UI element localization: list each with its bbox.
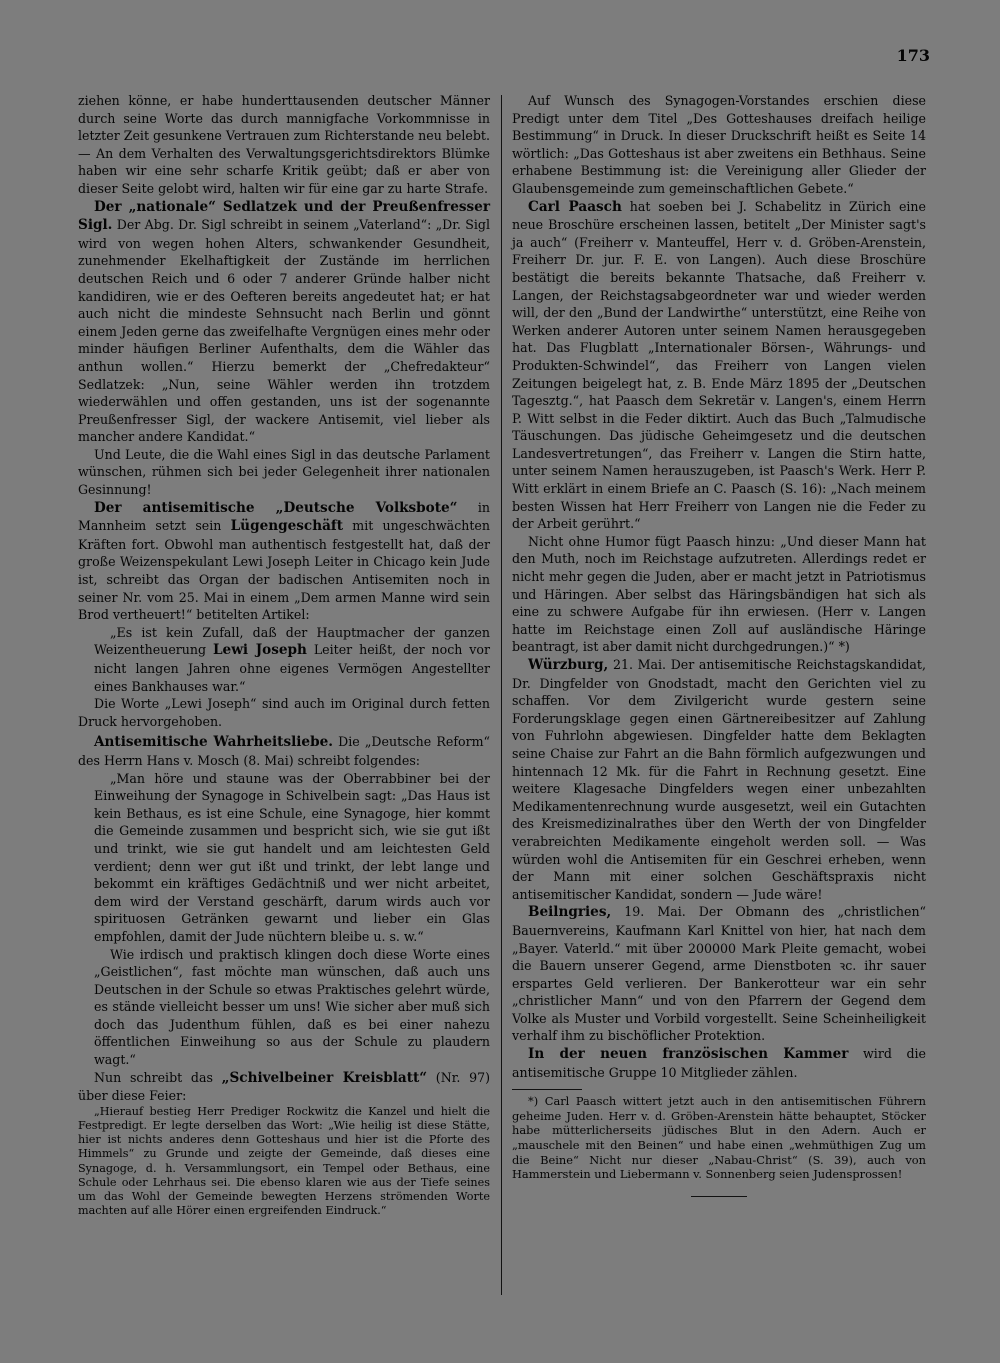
article-wuerzburg-body: 21. Mai. Der antisemitische Reichstagskandidat, Dr. Dingfelder von Gnodstadt, macht den Gerichten viel zu schaffen. Vor dem Zivilgericht wurde gestern seine Forderungsklage gegen einen Gärtnereibesitzer auf Zahlung von Fuhrlohn abgewiesen. Dingfelder hatte dem Beklagten seine Chaise zur Fahrt an die Bahn förmlich aufgezwungen und hintennach 12 Mk. für die Fahrt in Rechnung gesetzt. Eine weitere Klagesache Dingfelders wegen einer unbezahlten Medikamentenrechnung wurde ausgesetzt, weil ein Gutachten des Kreismedizinalrathes über den Werth der von Dingfelder verabreichten Medikamente eingeholt werden soll. — Was würden wohl die Antisemiten für ein Geschrei erheben, wenn der Mann mit einer solchen Geschäftspraxis nicht antisemitischer Kandidat, sondern — Jude wäre! (512, 657, 926, 902)
article-beilngries (512, 903, 926, 1045)
article-sigl-paragraph-2: Und Leute, die die Wahl eines Sigl in das deutsche Parlament wünschen, rühmen sich bei jeder Gelegenheit ihrer nationalen Gesinnung! (78, 446, 490, 498)
article-volksbote (78, 499, 490, 624)
article-volksbote-quote (78, 624, 490, 695)
article-wuerzburg (512, 656, 926, 903)
right-column (512, 92, 926, 1197)
article-beilngries-body: 19. Mai. Der Obmann des „christlichen“ Bauernvereins, Kaufmann Karl Knittel von hier, hat nach dem „Bayer. Vaterld.“ mit über 200000 Mark Pleite gemacht, wobei die Bauern unserer Gegend, arme Dienstboten ꝛc. ihr sauer erspartes Geld verlieren. Der Bankerotteur war ein sehr „christlicher Mann“ und von den Pfarrern der Gegend dem Volke als Muster und Vorbild vorgestellt. Seine Scheinheiligkeit verhalf ihm zu bischöflicher Protektion. (512, 904, 926, 1044)
end-mark (691, 1196, 747, 1197)
article-paasch-body: hat soeben bei J. Schabelitz in Zürich eine neue Broschüre erscheinen lassen, betitelt „Der Minister sagt's ja auch“ (Freiherr v. Manteuffel, Herr v. d. Gröben-Arenstein, Freiherr Dr. jur. F. E. von Langen). Auch diese Broschüre bestätigt die bereits bekannte Thatsache, daß Freiherr v. Langen, der Reichstagsabgeordneter war und wieder werden will, der den „Bund der Landwirthe“ unterstützt, eine Reihe von Werken anderer Autoren unter seinem Namen herausgegeben hat. Das Flugblatt „Internationaler Börsen-, Währungs- und Produkten-Schwindel“, das Freiherr von Langen vielen Zeitungen beigelegt hat, z. B. Ende März 1895 der „Deutschen Tagesztg.“, hat Paasch dem Sekretär v. Langen's, einem Herrn P. Witt selbst in die Feder diktirt. Auch das Buch „Talmudische Täuschungen. Das jüdische Geheimgesetz und die deutschen Landesvertretungen“, das Freiherr v. Langen die Stirn hatte, unter seinem Namen herauszugeben, ist Paasch's Werk. Herr P. Witt erklärt in einem Briefe an C. Paasch (S. 16): „Nach meinem besten Wissen hat Herr Freiherr von Langen nie die Feder zu der Arbeit gerührt.“ (512, 198, 926, 532)
article-volksbote-body-a: in Mannheim setzt sein (78, 499, 490, 534)
wahrheitsliebe-paragraph-3 (78, 1069, 490, 1105)
quote-part-b: Leiter heißt, der noch vor nicht langen Jahren ohne eigenes Vermögen Angestellter eines Bankhauses war.“ (94, 642, 490, 694)
article-wahrheitsliebe (78, 733, 490, 769)
article-paasch-paragraph-2: Nicht ohne Humor fügt Paasch hinzu: „Und dieser Mann hat den Muth, noch im Reichstage aufzutreten. Allerdings redet er nicht mehr gegen die Juden, aber er macht jetzt in Patriotismus und Häringen. Aber selbst das Häringsbändigen hat sich als eine zu schwere Aufgabe für ihn erwiesen. (Herr v. Langen hatte im Reichstage einen Zoll auf ausländische Häringe beantragt, ist aber damit nicht durchgedrungen.)“ *) (512, 533, 926, 655)
article-wahrheitsliebe-body: Die „Deutsche Reform“ des Herrn Hans v. Mosch (8. Mai) schreibt folgendes: (78, 734, 490, 768)
left-column (78, 92, 490, 1218)
article-sigl (78, 198, 490, 446)
footnote-separator (512, 1089, 582, 1090)
article-kammer-body: wird die antisemitische Gruppe 10 Mitglieder zählen. (512, 1046, 926, 1080)
kreisblatt-title: „Schivelbeiner Kreisblatt“ (221, 1069, 428, 1086)
article-volksbote-body-b: mit ungeschwächten Kräften fort. Obwohl man authentisch festgestellt hat, daß der große Weizenspekulant Lewi Joseph Leiter in Chicago kein Jude ist, schreibt das Organ der badischen Antisemiten noch in seiner Nr. vom 25. Mai in einem „Dem armen Manne wird sein Brod vertheuert!“ betitelten Artikel: (78, 518, 490, 623)
article-sigl-heading: Der „nationale“ Sedlatzek und der Preußenfresser Sigl. (78, 198, 490, 234)
wahrheitsliebe-quote-1: „Man höre und staune was der Oberrabbiner bei der Einweihung der Synagoge in Schivelbein sagt: „Das Haus ist kein Bethaus, es ist eine Schule, eine Synagoge, hier kommt die Gemeinde zusammen und bespricht sich, wie sie gut ißt und trinkt, wie sie gut handelt und am leichtesten Geld verdient; denn wer gut ißt und trinkt, der lebt lange und bekommt ein kräftiges Gedächtniß und wer nicht arbeitet, dem wird der Verstand geschärft, darum wirds auch vor spirituosen Getränken gewarnt und lieber ein Glas empfohlen, damit der Jude nüchtern bleibe u. s. w.“ (94, 770, 490, 944)
article-wahrheitsliebe-heading: Antisemitische Wahrheitsliebe. (94, 734, 333, 751)
footnote: *) Carl Paasch wittert jetzt auch in den antisemitischen Führern geheime Juden. Herr v. d. Gröben-Arenstein hätte behauptet, Stöcker habe mütterlicherseits jüdisches Blut in den Adern. Auch er „mauschele mit den Beinen“ und habe einen „wehmüthigen Zug um die Beine“ Nicht nur dieser „Nabau-Christ“ (S. 39), auch von Hammerstein und Liebermann v. Sonnenberg seien Judensprossen! (512, 1094, 926, 1182)
page-number: 173 (896, 46, 930, 65)
article-beilngries-heading: Beilngries, (528, 904, 612, 921)
article-volksbote-paragraph-2: Die Worte „Lewi Joseph“ sind auch im Original durch fetten Druck hervorgehoben. (78, 696, 490, 729)
paragraph-3-part-a: Nun schreibt das (94, 1069, 213, 1085)
right-paragraph-1: Auf Wunsch des Synagogen-Vorstandes erschien diese Predigt unter dem Titel „Des Gotteshauses dreifach heilige Bestimmung“ in Druck. In dieser Druckschrift heißt es Seite 14 wörtlich: „Das Gotteshaus ist aber zweitens ein Bethhaus. Seine erhabene Bestimmung ist: die Vereinigung aller Glieder der Glaubensgemeinde zum gemeinschaftlichen Gebete.“ (512, 93, 926, 196)
article-sigl-body: Der Abg. Dr. Sigl schreibt in seinem „Vaterland“: „Dr. Sigl wird von wegen hohen Alters, schwankender Gesundheit, zunehmender Ekelhaftigkeit der Zustände im herrlichen deutschen Reich und 6 oder 7 anderer Gründe halber nicht kandidiren, wie er des Oefteren bereits angedeutet hat; er hat auch nicht die mindeste Sehnsucht nach Berlin und gönnt einem Jeden gerne das zweifelhafte Vergnügen eines mehr oder minder häufigen Berliner Aufenthalts, dem die Wähler das anthun wollen.“ Hierzu bemerkt der „Chefredakteur“ Sedlatzek: „Nun, seine Wähler werden ihn trotzdem wiederwählen und offen gestanden, uns ist der sogenannte Preußenfresser Sigl, der wackere Antisemit, viel lieber als mancher andere Kandidat.“ (78, 217, 490, 445)
wahrheitsliebe-quote-2: Wie irdisch und praktisch klingen doch diese Worte eines „Geistlichen“, fast möchte man wünschen, daß auch uns Deutschen in der Schule so etwas Praktisches gelehrt würde, es stände vielleicht besser um uns! Wie sicher aber muß sich doch das Judenthum fühlen, daß es bei einer nahezu öffentlichen Einweihung so aus der Schule zu plaudern wagt.“ (94, 946, 490, 1068)
article-kammer-heading: In der neuen französischen Kammer (528, 1046, 849, 1063)
article-wuerzburg-heading: Würzburg, (528, 657, 609, 673)
column-divider (501, 95, 502, 1295)
paragraph-3-part-b: (Nr. 97) über diese Feier: (78, 1069, 491, 1104)
article-volksbote-bold: Lügengeschäft (230, 518, 344, 535)
article-paasch (512, 198, 926, 533)
quote-part-a: „Es ist kein Zufall, daß der Hauptmacher der ganzen Weizentheuerung (94, 624, 490, 658)
kreisblatt-excerpt: „Hierauf bestieg Herr Prediger Rockwitz die Kanzel und hielt die Festpredigt. Er legte derselben das Wort: „Wie heilig ist diese Stätte, hier ist nichts anderes denn Gotteshaus und hier ist die Pforte des Himmels“ zu Grunde und zeigte der Gemeinde, daß dieses eine Synagoge, d. h. Versammlungsort, ein Tempel oder Bethaus, eine Schule oder Lehrhaus sei. Die ebenso klaren wie aus der Tiefe seines um das Wohl der Gemeinde bewegten Herzens strömenden Worte machten auf alle Hörer einen ergreifenden Eindruck.“ (78, 1104, 490, 1218)
article-paasch-heading: Carl Paasch (528, 198, 622, 215)
left-paragraph-1: ziehen könne, er habe hunderttausenden deutscher Männer durch seine Worte das durch mannigfache Vorkommnisse in letzter Zeit gesunkene Vertrauen zum Richterstande neu belebt. — An dem Verhalten des Verwaltungsgerichtsdirektors Blümke haben wir eine sehr scharfe Kritik geübt; daß er aber von dieser Seite gelobt wird, halten wir für eine gar zu harte Strafe. (78, 93, 490, 196)
quote-bold-name: Lewi Joseph (213, 642, 307, 659)
article-volksbote-heading: Der antisemitische „Deutsche Volksbote“ (94, 499, 458, 516)
article-kammer (512, 1045, 926, 1081)
